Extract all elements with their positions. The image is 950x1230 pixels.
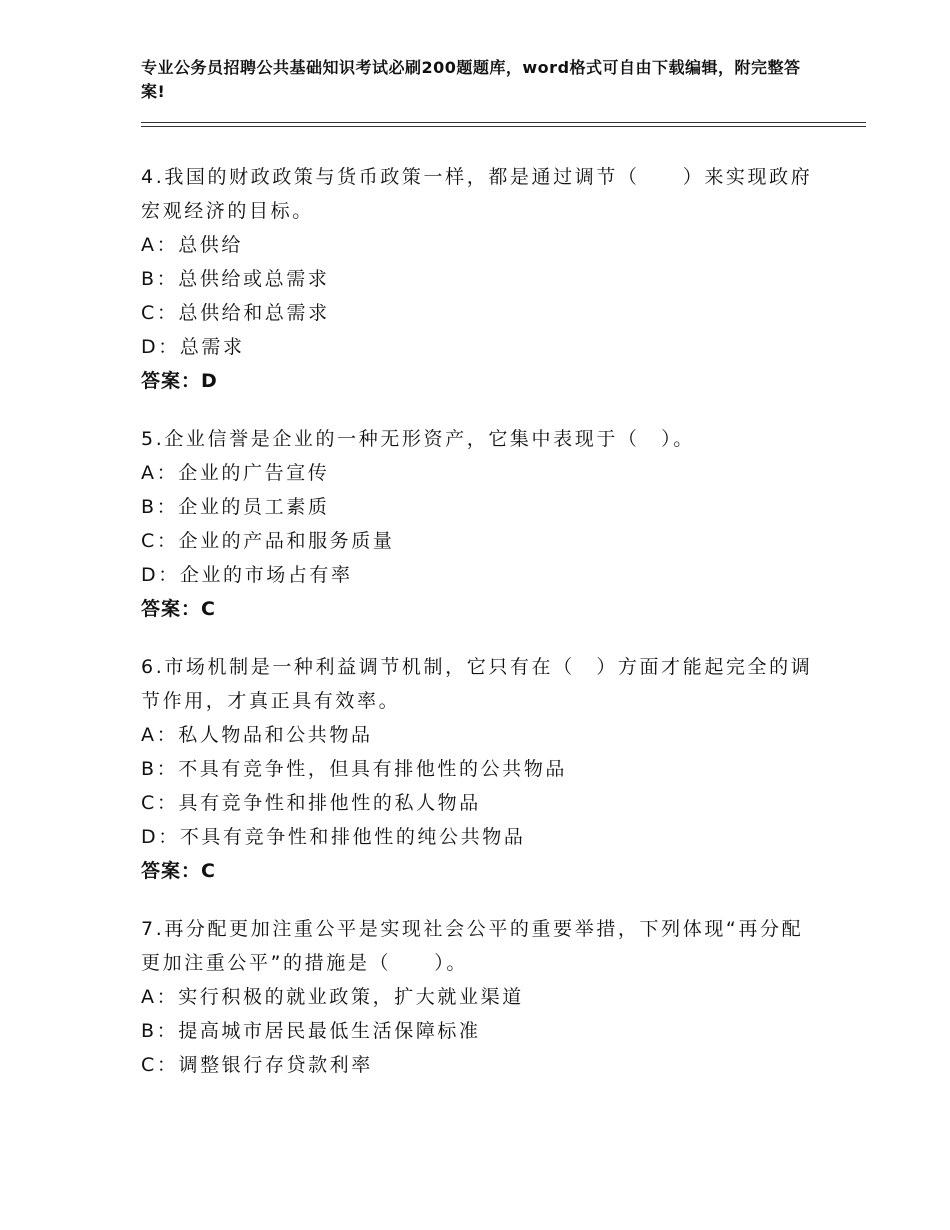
- document-header: 专业公务员招聘公共基础知识考试必刷200题题库，word格式可自由下载编辑，附完整答案!: [141, 58, 801, 101]
- option-a: A：企业的广告宣传: [141, 462, 330, 484]
- option-b: B：提高城市居民最低生活保障标准: [141, 1020, 481, 1042]
- question-4: [141, 160, 821, 398]
- option-c: C：调整银行存贷款利率: [141, 1054, 373, 1076]
- option-b: B：不具有竞争性，但具有排他性的公共物品: [141, 758, 568, 780]
- question-list: [141, 160, 821, 1106]
- option-d: D：总需求: [141, 336, 245, 358]
- question-5: [141, 422, 821, 626]
- option-a: A：私人物品和公共物品: [141, 724, 373, 746]
- answer-label: 答案：C: [141, 598, 216, 620]
- option-c: C：具有竞争性和排他性的私人物品: [141, 792, 481, 814]
- answer-label: 答案：C: [141, 860, 216, 882]
- option-d: D：企业的市场占有率: [141, 564, 353, 586]
- option-a: A：实行积极的就业政策，扩大就业渠道: [141, 986, 524, 1008]
- option-d: D：不具有竞争性和排他性的纯公共物品: [141, 826, 526, 848]
- option-c: C：企业的产品和服务质量: [141, 530, 395, 552]
- option-b: B：企业的员工素质: [141, 496, 330, 518]
- option-a: A：总供给: [141, 234, 243, 256]
- question-stem: 4.我国的财政政策与货币政策一样，都是通过调节（ ）来实现政府宏观经济的目标。: [141, 166, 813, 222]
- question-stem: 5.企业信誉是企业的一种无形资产，它集中表现于（ ）。: [141, 428, 695, 450]
- header-divider-bottom: [141, 126, 866, 127]
- header-divider-top: [141, 122, 866, 123]
- question-7: [141, 912, 821, 1082]
- question-6: [141, 650, 821, 888]
- question-stem: 6.市场机制是一种利益调节机制，它只有在（ ）方面才能起完全的调节作用，才真正具有效率。: [141, 656, 813, 712]
- answer-label: 答案：D: [141, 370, 218, 392]
- option-b: B：总供给或总需求: [141, 268, 330, 290]
- option-c: C：总供给和总需求: [141, 302, 330, 324]
- question-stem: 7.再分配更加注重公平是实现社会公平的重要举措，下列体现“再分配更加注重公平”的措施是（ ）。: [141, 918, 804, 974]
